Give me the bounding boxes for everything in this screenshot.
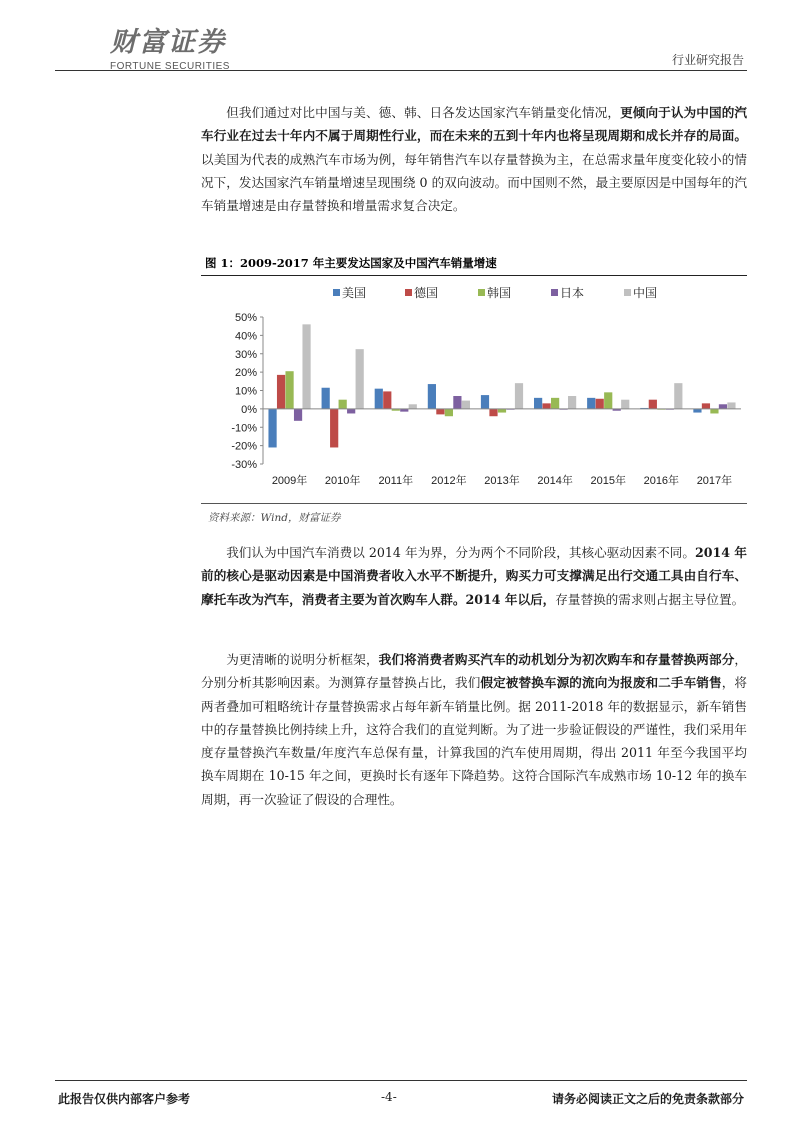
bar-2017年-中国 [727,402,735,408]
legend-label-4: 日本 [560,286,585,300]
bar-2011年-美国 [375,389,383,409]
bar-2009年-美国 [268,409,276,448]
bar-2009年-韩国 [285,371,293,409]
x-tick-label: 2011年 [378,475,414,487]
legend-label-5: 中国 [633,286,658,300]
bar-2013年-中国 [515,383,523,409]
paragraph-2-text-a: 我们认为中国汽车消费以 2014 年为界，分为两个不同阶段，其核心驱动因素不同。 [226,545,695,560]
bar-2017年-日本 [719,404,727,409]
report-type-label: 行业研究报告 [671,53,744,67]
x-tick-label: 2016年 [643,475,680,487]
legend-label-3: 韩国 [487,286,512,300]
figure-top-rule [201,275,747,276]
bar-2013年-韩国 [498,409,506,413]
x-tick-label: 2015年 [590,475,626,487]
bar-2013年-德国 [489,409,497,416]
bar-2009年-德国 [277,375,285,409]
legend-swatch-4 [551,289,558,296]
bar-2013年-美国 [481,395,489,409]
x-tick-label: 2010年 [324,475,361,487]
bar-2012年-中国 [462,401,470,409]
bar-2012年-日本 [453,396,461,409]
bar-2014年-美国 [534,398,542,409]
bar-2017年-美国 [693,409,701,413]
y-tick-label: -20% [231,440,257,453]
bar-2012年-德国 [436,409,444,415]
company-logo [110,20,240,72]
y-tick-label: -30% [231,459,257,471]
x-tick-label: 2014年 [537,475,573,487]
paragraph-1 [201,101,747,217]
y-tick-label: 30% [234,348,257,361]
paragraph-3-text-a: 为更清晰的说明分析框架， [226,652,379,667]
bar-2010年-中国 [356,349,364,409]
paragraph-3-text-e: ，将两者叠加可粗略统计存量替换需求占每年新车销量比例。据 2011-2018 年的数据显示，新车销售中的存量替换比例持续上升，这符合我们的直觉判断。为了进一步验证假设的严谨性，我们采用年度存量替换汽车数量/年度汽车总保有量，计算我国的汽车使用周期，得出 2011 年至今我国平均换车周期在 10-15 年之间，更换时长有逐年下降趋势。这符合国际汽车成熟市场 10-12 年的换车周期，再一次验证了假设的合理性。 [201,675,748,807]
footer-disclaimer-right: 请务必阅读正文之后的免责条款部分 [551,1092,744,1106]
chart-bars [268,324,735,447]
y-tick-label: 20% [234,367,257,380]
bar-2010年-日本 [347,409,355,414]
x-tick-label: 2009年 [271,475,308,487]
y-axis [231,312,263,471]
bar-2017年-德国 [702,403,710,409]
legend-swatch-2 [405,289,412,296]
paragraph-1-bold: 更倾向于认为中国的汽车行业在过去十年内不属于周期性行业，而在未来的五到十年内也将呈现周期和成长并存的局面。 [201,105,748,144]
paragraph-3 [201,648,747,811]
y-tick-label: 0% [241,403,257,416]
bar-2011年-中国 [409,404,417,409]
bar-2010年-美国 [322,388,330,409]
logo-chinese: 财富证券 [110,27,226,58]
paragraph-3-text-c: ，分别分析其影响因素。为测算存量替换占比，我们 [201,652,748,691]
y-tick-label: 40% [234,330,257,343]
bar-2009年-日本 [294,409,302,421]
x-tick-label: 2013年 [484,475,520,487]
legend-label-1: 美国 [342,286,367,300]
bar-2015年-韩国 [604,392,612,409]
bar-2016年-德国 [649,400,657,409]
paragraph-3-bold-2: 假定被替换车源的流向为报废和二手车销售 [480,675,722,691]
legend-swatch-5 [624,289,631,296]
sales-growth-bar-chart [201,277,747,501]
bar-2012年-美国 [428,384,436,409]
paragraph-2 [201,541,747,611]
chart-legend [333,285,657,300]
bar-2015年-美国 [587,398,595,409]
paragraph-2-bold: 2014 年前的核心是驱动因素是中国消费者收入水平不断提升，购买力可支撑满足出行交通工具由自行车、摩托车改为汽车，消费者主要为首次购车人群。2014 年以后， [201,545,747,607]
bar-2015年-德国 [596,399,604,409]
legend-swatch-1 [333,289,340,296]
legend-swatch-3 [478,289,485,296]
bar-2015年-中国 [621,400,629,409]
bar-2014年-韩国 [551,398,559,409]
footer-disclaimer-left: 此报告仅供内部客户参考 [58,1092,191,1106]
y-tick-label: -10% [231,422,257,435]
paragraph-3-bold-1: 我们将消费者购买汽车的动机划分为初次购车和存量替换两部分 [378,652,735,667]
y-tick-label: 10% [234,385,257,398]
bar-2014年-中国 [568,396,576,409]
page-number: -4- [381,1090,397,1104]
x-tick-label: 2017年 [696,475,733,487]
figure-source: 资料来源：Wind，财富证券 [208,512,341,524]
bar-2011年-德国 [383,391,391,408]
header-divider [55,70,747,71]
bar-2016年-中国 [674,383,682,409]
figure-bottom-rule [201,503,747,504]
bar-2012年-韩国 [445,409,453,416]
figure-title: 图 1：2009-2017 年主要发达国家及中国汽车销量增速 [205,256,497,270]
logo-english: FORTUNE SECURITIES [110,61,230,72]
x-tick-label: 2012年 [431,475,467,487]
bar-2010年-韩国 [339,400,347,409]
legend-label-2: 德国 [414,286,439,300]
paragraph-1-text-c: 以美国为代表的成熟汽车市场为例，每年销售汽车以存量替换为主，在总需求量年度变化较小的情况下，发达国家汽车销量增速呈现围绕 0 的双向波动。而中国则不然，最主要原因是中国每年的汽车销量增速是由存量替换和增量需求复合决定。 [201,151,747,214]
paragraph-1-text-a: 但我们通过对比中国与美、德、韩、日各发达国家汽车销量变化情况， [226,105,621,120]
bar-2017年-韩国 [710,409,718,414]
paragraph-2-text-c: 存量替换的需求则占据主导位置。 [555,591,745,607]
y-tick-label: 50% [234,312,257,324]
footer-divider [55,1080,747,1081]
bar-2010年-德国 [330,409,338,448]
bar-2009年-中国 [302,324,310,409]
bar-2014年-德国 [543,403,551,409]
